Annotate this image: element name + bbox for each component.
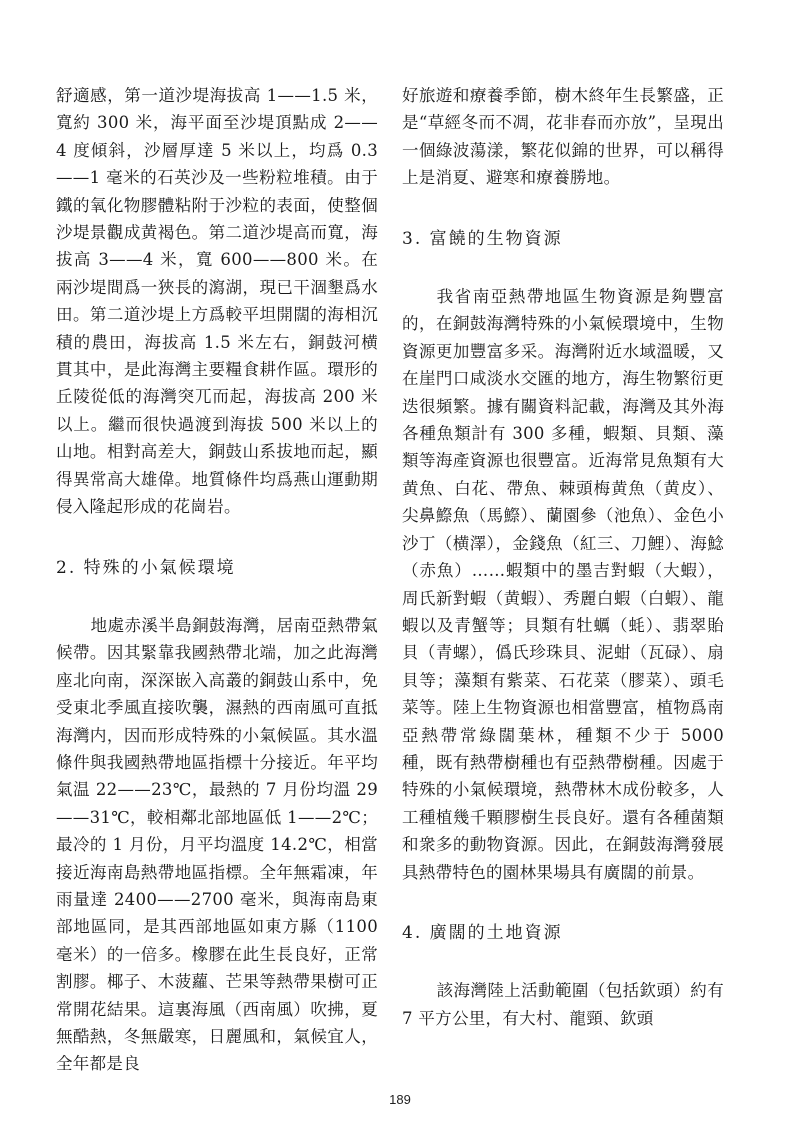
section-heading-biological-resources: 3. 富饒的生物資源 (402, 228, 563, 249)
section-heading-microclimate: 2. 特殊的小氣候環境 (56, 557, 236, 578)
paragraph-land-resources: 該海灣陸上活動範圍（包括欽頭）約有 7 平方公里，有大村、龍頸、欽頭 (402, 981, 724, 1028)
section-heading-land-resources: 4. 廣闊的土地資源 (402, 922, 563, 943)
page-number: 189 (389, 1092, 411, 1107)
paragraph-biological-resources: 我省南亞熱帶地區生物資源是夠豐富的，在銅鼓海灣特殊的小氣候環境中，生物資源更加豐富多采。海灣附近水域溫暖，又在崖門口咸淡水交匯的地方，海生物繁衍更迭很頻繁。據有關資料記載，海灣及其外海各種魚類計有 300 多種，蝦類、貝類、藻類等海產資源也很豐富。近海常見魚類有大黄魚、白花、帶魚、棘頭梅黄魚（黄皮）、尖鼻鰶魚（馬鰶）、蘭園參（池魚）、金色小沙丁（横澤），金錢魚（紅三、刀鯉）、海鯰（赤魚）……蝦類中的墨吉對蝦（大蝦），周氏新對蝦（黄蝦）、秀麗白蝦（白蝦）、龍蝦以及青蟹等；貝類有牡蠣（蚝）、翡翠貽貝（青螺），僞氏珍珠貝、泥蚶（瓦碌）、扇貝等；藻類有紫菜、石花菜（膠菜）、頭毛菜等。陸上生物資源也相當豐富，植物爲南亞熱帶常綠闊葉林，種類不少于 5000 種，既有熱帶樹種也有亞熱帶樹種。因處于特殊的小氣候環境，熱帶林木成份較多，人工種植幾千顆膠樹生長良好。還有各種菌類和衆多的動物資源。因此，在銅鼓海灣發展具熱帶特色的園林果場具有廣闊的前景。 (402, 287, 724, 882)
paragraph-sand-dunes: 舒適感，第一道沙堤海拔高 1——1.5 米，寬約 300 米，海平面至沙堤頂點成 2——4 度傾斜，沙層厚達 5 米以上，均爲 0.3——1 毫米的石英沙及一些粉粒堆積。由于鐵的氧化物膠體粘附于沙粒的表面，使整個沙堤景觀成黄褐色。第二道沙堤高而寬，海拔高 3——4 米，寬 600——800 米。在兩沙堤間爲一狹長的瀉湖，現已干涸墾爲水田。第二道沙堤上方爲較平坦開闊的海相沉積的農田，海拔高 1.5 米左右，銅鼓河横貫其中，是此海灣主要糧食耕作區。環形的丘陵從低的海灣突兀而起，海拔高 200 米以上。繼而很快過渡到海拔 500 米以上的山地。相對高差大，銅鼓山系拔地而起，顯得異常高大雄偉。地質條件均爲燕山運動期侵入隆起形成的花崗岩。 (56, 86, 378, 517)
paragraph-tourism: 好旅遊和療養季節，樹木終年生長繁盛，正是“草經冬而不凋，花非春而亦放”，呈現出一個綠波蕩漾，繁花似錦的世界，可以稱得上是消夏、避寒和療養勝地。 (402, 86, 724, 188)
right-column (402, 82, 724, 1032)
paragraph-microclimate: 地處赤溪半島銅鼓海灣，居南亞熱帶氣候帶。因其緊靠我國熱帶北端，加之此海灣座北向南，深深嵌入高叢的銅鼓山系中，免受東北季風直接吹襲，濕熱的西南風可直抵海灣内，因而形成特殊的小氣候區。其水溫條件與我國熱帶地區指標十分接近。年平均氣温 22——23℃，最熱的 7 月份均溫 29——31℃，較相鄰北部地區低 1——2℃；最冷的 1 月份，月平均溫度 14.2℃，相當接近海南島熱帶地區指標。全年無霜凍，年雨量達 2400——2700 毫米，與海南島東部地區同，是其西部地區如東方縣（1100 毫米）的一倍多。橡膠在此生長良好，正常割膠。椰子、木菠蘿、芒果等熱帶果樹可正常開花結果。這裏海風（西南風）吹拂，夏無酷熱，冬無嚴寒，日麗風和，氣候宜人，全年都是良 (56, 615, 378, 1074)
left-column (56, 82, 378, 1078)
